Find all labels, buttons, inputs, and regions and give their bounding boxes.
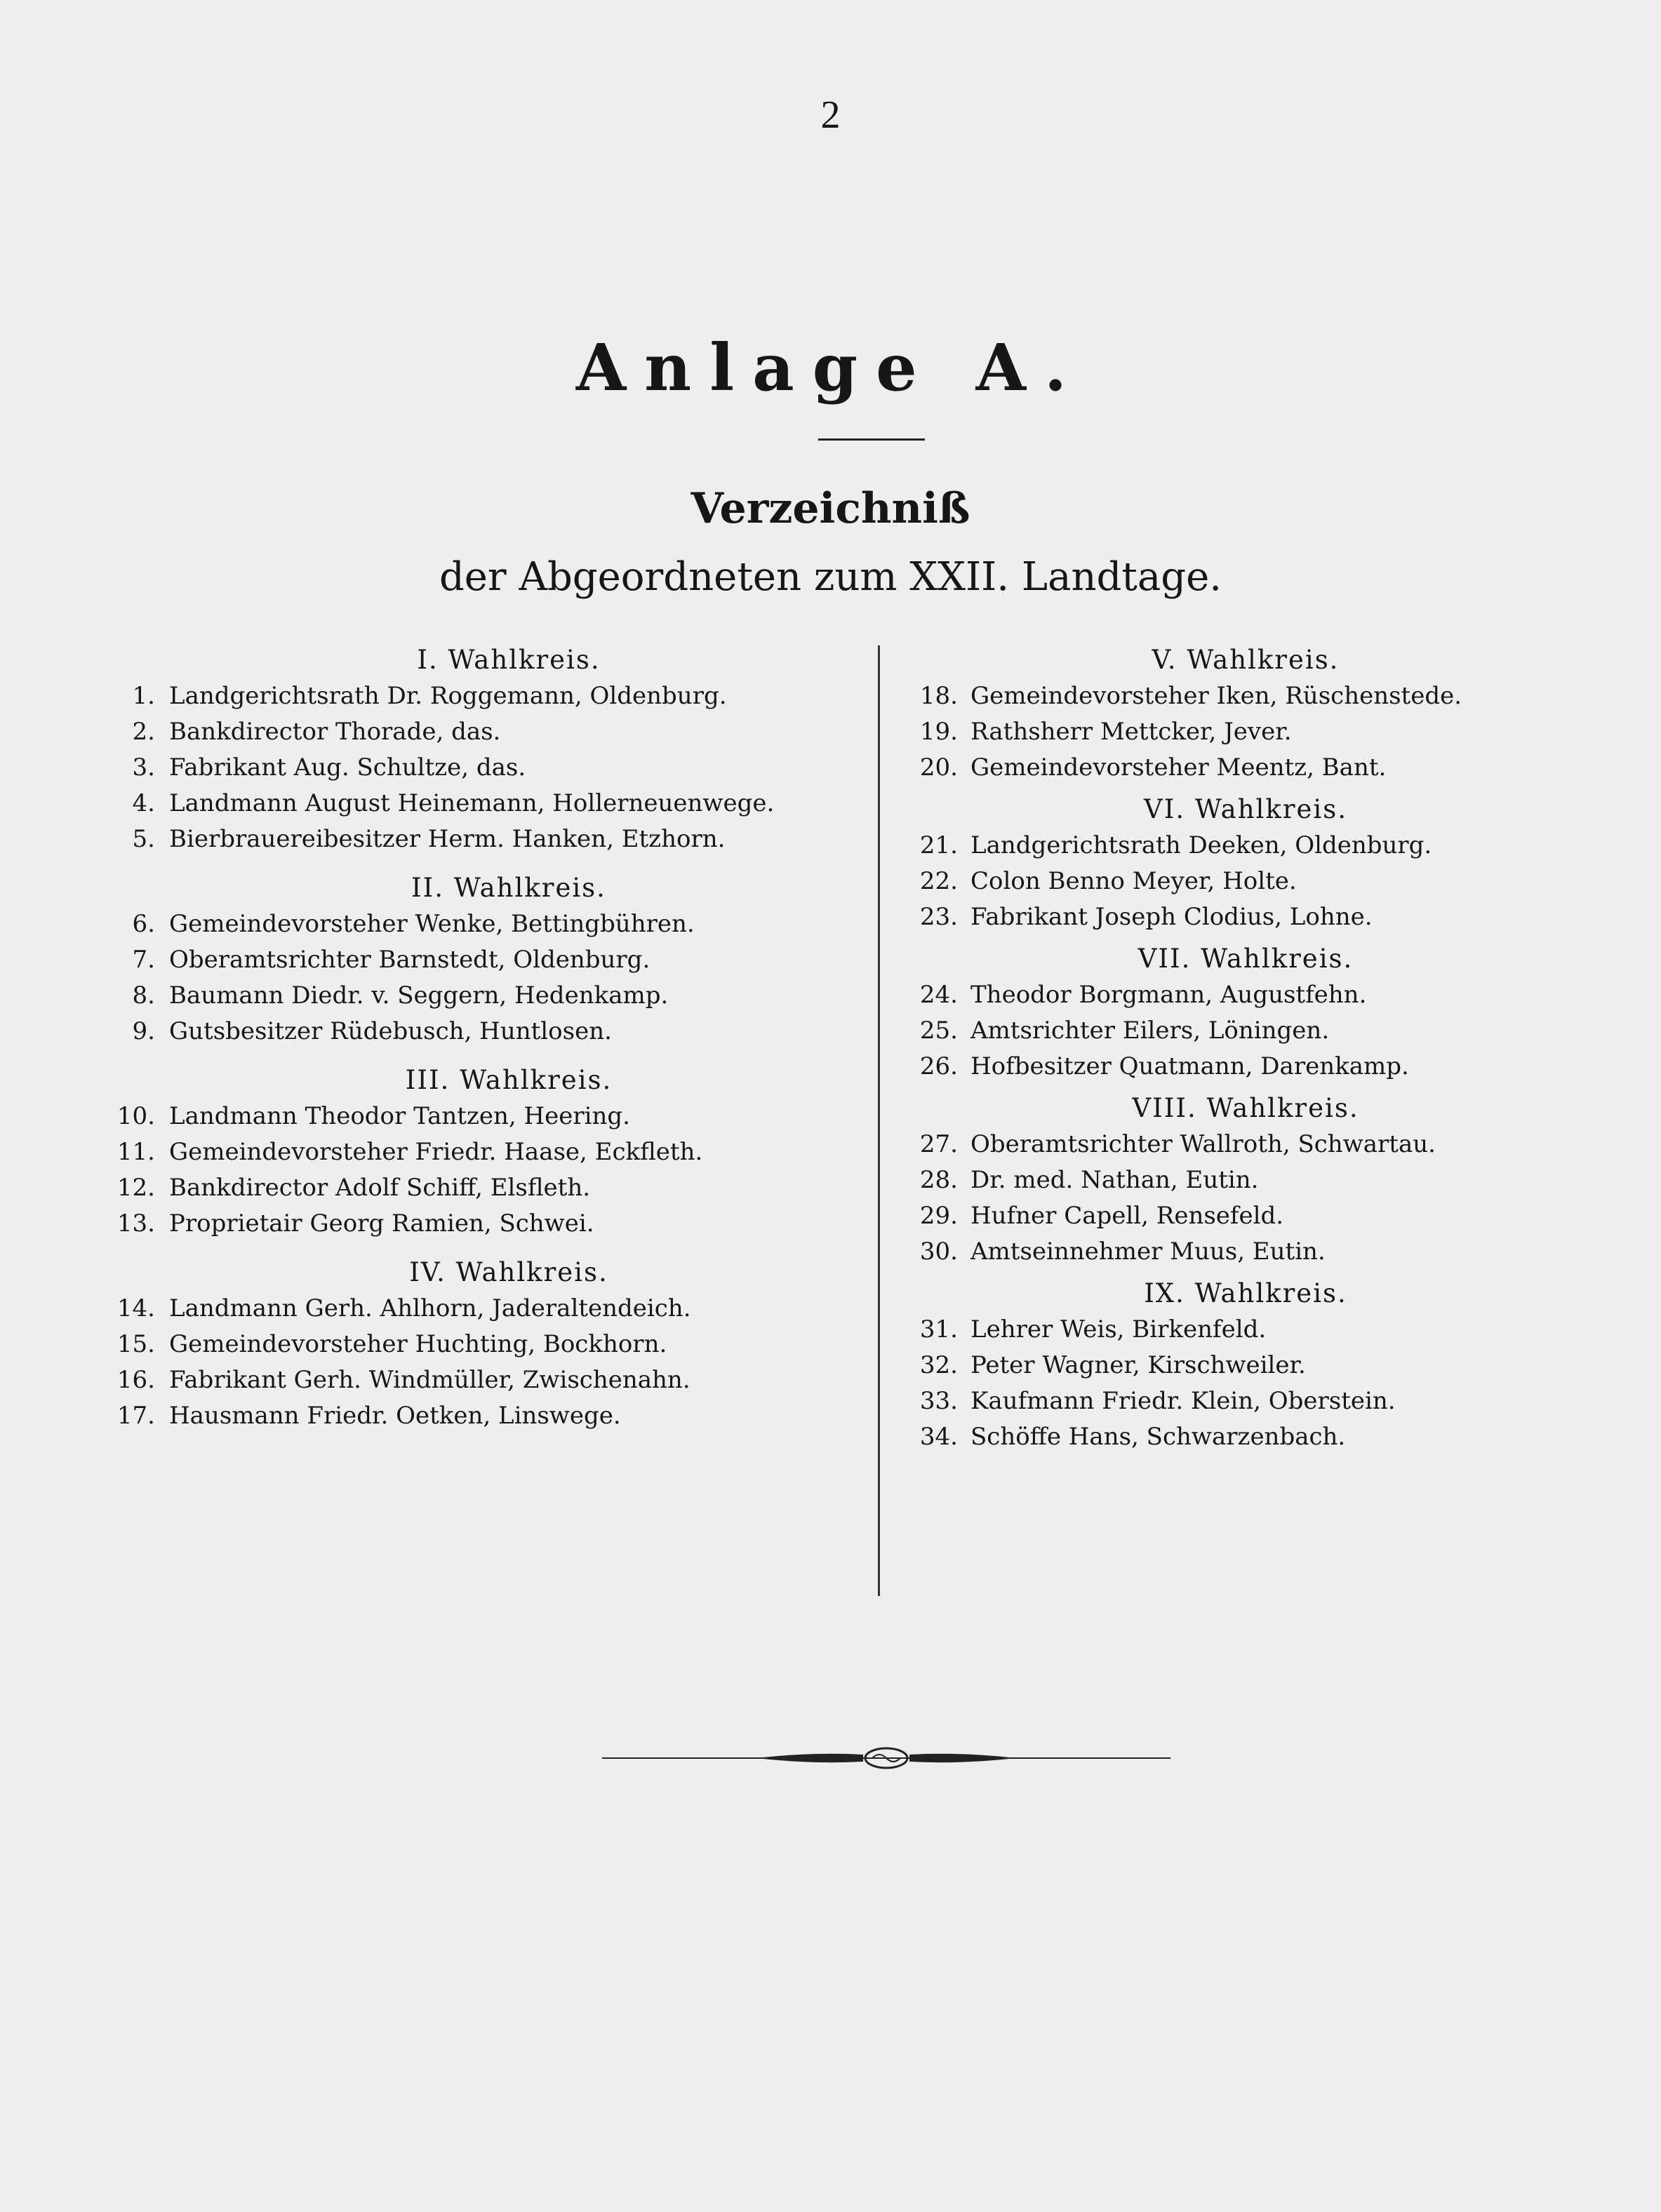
entry-number: 12. xyxy=(116,1174,155,1202)
entry-number: 23. xyxy=(919,903,958,931)
entry-text: Dr. med. Nathan, Eutin. xyxy=(970,1166,1259,1194)
list-item xyxy=(109,678,856,714)
district-section xyxy=(109,1062,856,1242)
entry-text: Bierbrauereibesitzer Herm. Hanken, Etzhorn. xyxy=(169,825,726,853)
left-column xyxy=(109,642,856,1434)
page-title: Anlage A. xyxy=(575,330,1086,405)
list-item xyxy=(109,714,856,750)
title-rule xyxy=(818,438,925,441)
list-item xyxy=(109,942,856,978)
entry-number: 22. xyxy=(919,867,958,895)
district-section xyxy=(109,642,856,857)
entry-text: Hausmann Friedr. Oetken, Linswege. xyxy=(169,1402,621,1430)
entry-text: Gemeindevorsteher Meentz, Bant. xyxy=(970,753,1387,782)
entry-number: 17. xyxy=(116,1402,155,1430)
list-item xyxy=(109,1170,856,1206)
list-item xyxy=(109,1398,856,1434)
entry-text: Hufner Capell, Rensefeld. xyxy=(970,1202,1284,1230)
right-column xyxy=(888,642,1589,1455)
entry-number: 5. xyxy=(132,825,155,853)
list-item xyxy=(109,1134,856,1170)
district-heading: VIII. Wahlkreis. xyxy=(1132,1093,1359,1123)
list-subtitle: der Abgeordneten zum XXII. Landtage. xyxy=(439,554,1222,600)
district-heading: IX. Wahlkreis. xyxy=(1144,1278,1347,1308)
entry-text: Theodor Borgmann, Augustfehn. xyxy=(970,981,1367,1009)
list-item xyxy=(888,750,1589,786)
entry-text: Gutsbesitzer Rüdebusch, Huntlosen. xyxy=(169,1017,612,1045)
entry-text: Bankdirector Thorade, das. xyxy=(169,718,501,746)
entry-number: 15. xyxy=(116,1330,155,1358)
list-item xyxy=(888,1013,1589,1049)
list-item xyxy=(109,1327,856,1362)
entry-number: 18. xyxy=(919,682,958,710)
entry-text: Amtseinnehmer Muus, Eutin. xyxy=(970,1238,1326,1266)
entry-text: Gemeindevorsteher Friedr. Haase, Eckfleth. xyxy=(169,1138,703,1166)
list-item xyxy=(109,1206,856,1242)
entry-number: 6. xyxy=(132,910,155,938)
entry-text: Lehrer Weis, Birkenfeld. xyxy=(970,1315,1267,1343)
entry-number: 27. xyxy=(919,1130,958,1158)
entry-number: 13. xyxy=(116,1209,155,1238)
list-item xyxy=(888,977,1589,1013)
entry-text: Colon Benno Meyer, Holte. xyxy=(970,867,1297,895)
entry-number: 34. xyxy=(919,1423,958,1451)
list-item xyxy=(109,1014,856,1050)
entry-text: Landgerichtsrath Dr. Roggemann, Oldenburg. xyxy=(169,682,727,710)
entry-number: 28. xyxy=(919,1166,958,1194)
entry-number: 24. xyxy=(919,981,958,1009)
list-item xyxy=(109,1099,856,1134)
entry-number: 14. xyxy=(116,1294,155,1322)
entry-text: Landmann August Heinemann, Hollerneuenwege. xyxy=(169,789,775,817)
entry-text: Landmann Theodor Tantzen, Heering. xyxy=(169,1102,630,1130)
ornament-divider-icon xyxy=(602,1744,1170,1772)
entry-text: Gemeindevorsteher Iken, Rüschenstede. xyxy=(970,682,1462,710)
entry-number: 33. xyxy=(919,1387,958,1415)
district-section xyxy=(888,941,1589,1085)
district-heading: II. Wahlkreis. xyxy=(411,873,606,903)
district-section xyxy=(109,1254,856,1434)
district-section xyxy=(888,1275,1589,1455)
entry-text: Bankdirector Adolf Schiff, Elsfleth. xyxy=(169,1174,591,1202)
entry-number: 11. xyxy=(116,1138,155,1166)
entry-number: 7. xyxy=(132,946,155,974)
list-item xyxy=(888,714,1589,750)
entry-number: 32. xyxy=(919,1351,958,1379)
list-item xyxy=(109,786,856,822)
list-item xyxy=(888,1348,1589,1383)
district-heading: VI. Wahlkreis. xyxy=(1144,794,1347,824)
list-item xyxy=(109,1362,856,1398)
column-divider xyxy=(878,645,880,1596)
entry-number: 26. xyxy=(919,1052,958,1080)
entry-number: 16. xyxy=(116,1366,155,1394)
entry-text: Proprietair Georg Ramien, Schwei. xyxy=(169,1209,594,1238)
entry-number: 8. xyxy=(132,981,155,1010)
entry-number: 4. xyxy=(132,789,155,817)
entry-text: Landgerichtsrath Deeken, Oldenburg. xyxy=(970,831,1432,859)
list-item xyxy=(888,899,1589,935)
page-number: 2 xyxy=(820,93,841,137)
district-heading: III. Wahlkreis. xyxy=(405,1065,613,1095)
entry-number: 10. xyxy=(116,1102,155,1130)
district-section xyxy=(888,1090,1589,1270)
entry-number: 30. xyxy=(919,1238,958,1266)
list-item xyxy=(888,1234,1589,1270)
list-item xyxy=(888,1049,1589,1085)
district-section xyxy=(888,791,1589,935)
list-item xyxy=(888,1162,1589,1198)
entry-text: Peter Wagner, Kirschweiler. xyxy=(970,1351,1306,1379)
list-item xyxy=(888,864,1589,899)
list-item xyxy=(888,678,1589,714)
entry-text: Gemeindevorsteher Huchting, Bockhorn. xyxy=(169,1330,667,1358)
list-item xyxy=(109,822,856,857)
list-item xyxy=(888,1127,1589,1162)
entry-text: Oberamtsrichter Wallroth, Schwartau. xyxy=(970,1130,1436,1158)
list-item xyxy=(888,1383,1589,1419)
entry-number: 1. xyxy=(132,682,155,710)
list-item xyxy=(888,828,1589,864)
list-item xyxy=(109,978,856,1014)
entry-text: Rathsherr Mettcker, Jever. xyxy=(970,718,1292,746)
entry-text: Baumann Diedr. v. Seggern, Hedenkamp. xyxy=(169,981,669,1010)
entry-text: Fabrikant Joseph Clodius, Lohne. xyxy=(970,903,1373,931)
entry-number: 21. xyxy=(919,831,958,859)
list-item xyxy=(888,1312,1589,1348)
entry-number: 29. xyxy=(919,1202,958,1230)
entry-text: Oberamtsrichter Barnstedt, Oldenburg. xyxy=(169,946,651,974)
entry-number: 25. xyxy=(919,1017,958,1045)
district-heading: IV. Wahlkreis. xyxy=(409,1257,608,1287)
entry-number: 3. xyxy=(132,753,155,782)
district-heading: V. Wahlkreis. xyxy=(1152,645,1340,675)
entry-number: 20. xyxy=(919,753,958,782)
list-item xyxy=(888,1419,1589,1455)
entry-number: 9. xyxy=(132,1017,155,1045)
entry-text: Fabrikant Aug. Schultze, das. xyxy=(169,753,526,782)
entry-text: Hofbesitzer Quatmann, Darenkamp. xyxy=(970,1052,1409,1080)
district-section xyxy=(109,870,856,1050)
list-item xyxy=(888,1198,1589,1234)
list-item xyxy=(109,1291,856,1327)
list-title: Verzeichniß xyxy=(691,484,970,533)
entry-number: 19. xyxy=(919,718,958,746)
list-item xyxy=(109,750,856,786)
district-section xyxy=(888,642,1589,786)
entry-number: 31. xyxy=(919,1315,958,1343)
district-heading: VII. Wahlkreis. xyxy=(1138,944,1354,974)
entry-text: Kaufmann Friedr. Klein, Oberstein. xyxy=(970,1387,1396,1415)
entry-text: Amtsrichter Eilers, Löningen. xyxy=(970,1017,1330,1045)
entry-text: Gemeindevorsteher Wenke, Bettingbühren. xyxy=(169,910,695,938)
entry-text: Schöffe Hans, Schwarzenbach. xyxy=(970,1423,1346,1451)
entry-text: Landmann Gerh. Ahlhorn, Jaderaltendeich. xyxy=(169,1294,691,1322)
entry-number: 2. xyxy=(132,718,155,746)
district-heading: I. Wahlkreis. xyxy=(417,645,601,675)
list-item xyxy=(109,906,856,942)
entry-text: Fabrikant Gerh. Windmüller, Zwischenahn. xyxy=(169,1366,691,1394)
